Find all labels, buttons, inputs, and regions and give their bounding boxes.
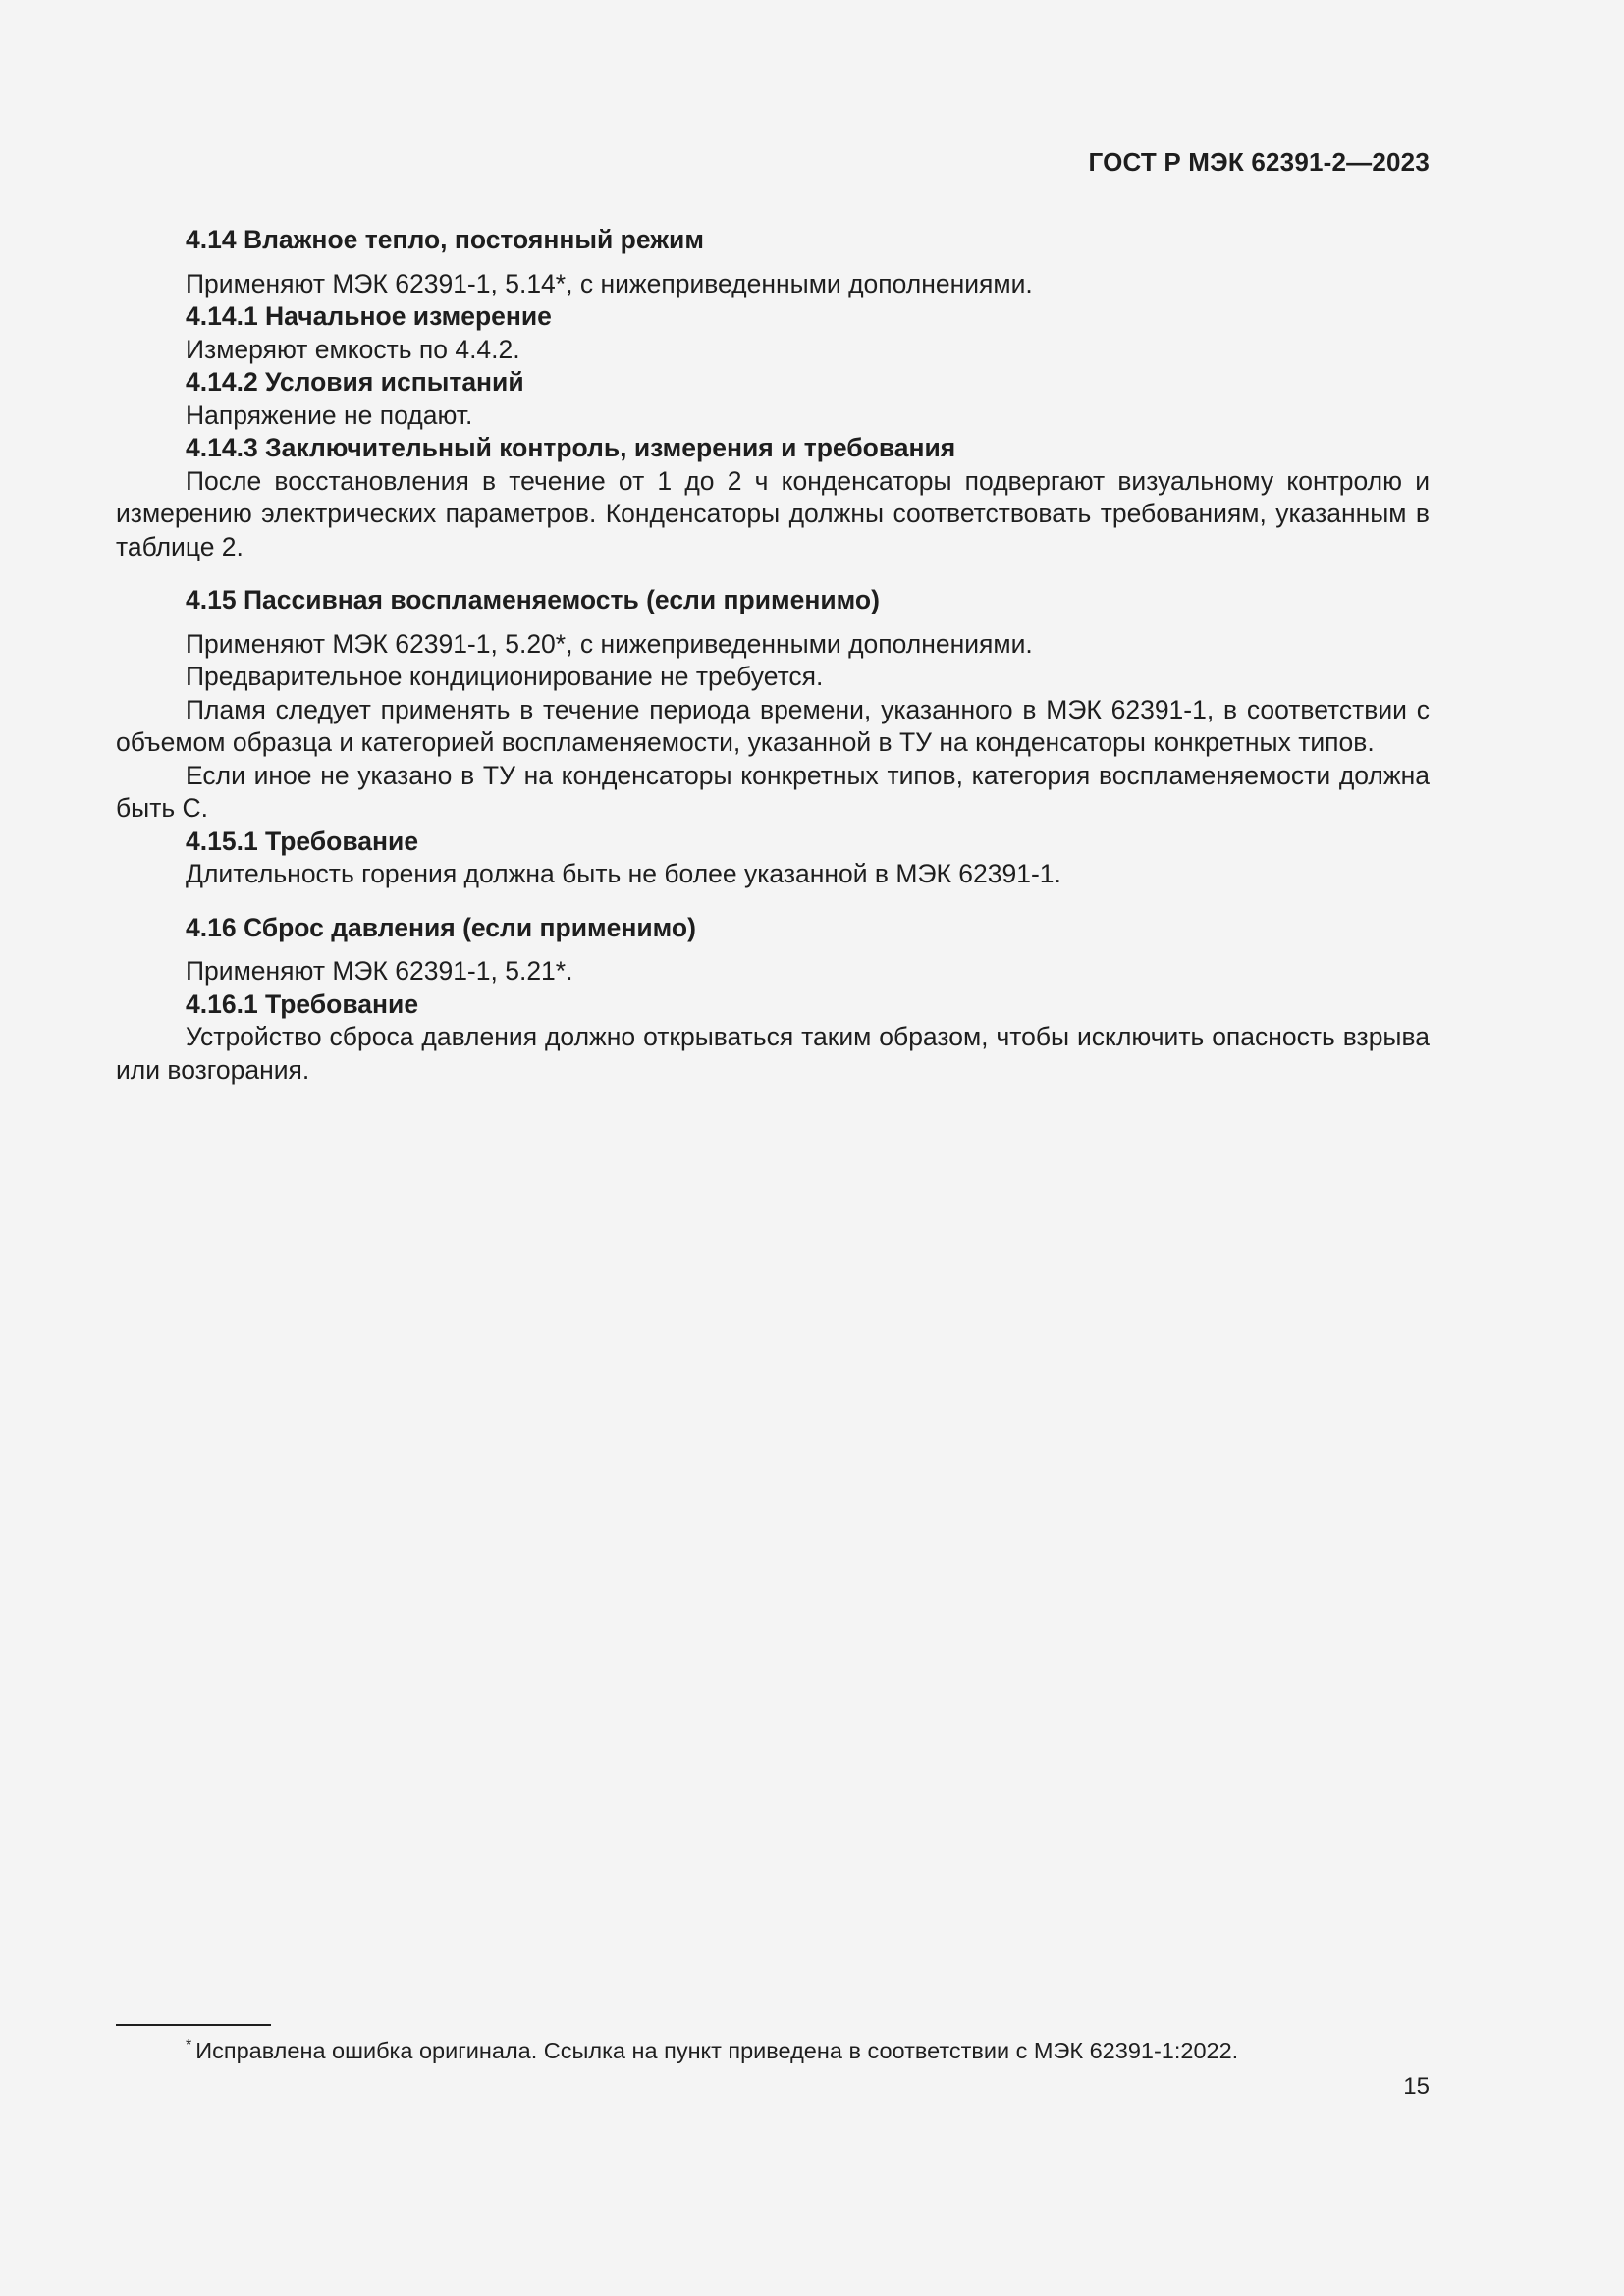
paragraph: Длительность горения должна быть не более указанной в МЭК 62391-1.	[186, 859, 1061, 888]
section-heading-4-16: 4.16 Сброс давления (если применимо)	[186, 912, 696, 942]
paragraph: Напряжение не подают.	[186, 400, 473, 430]
footnote	[186, 2031, 1238, 2065]
paragraph: После восстановления в течение от 1 до 2 ч конденсаторы подвергают визуальному контролю и измерению электрических параметров. Конденсаторы должны соответствовать требованиям, указанным в таблице 2.	[116, 465, 1430, 561]
section-heading-4-15: 4.15 Пассивная воспламеняемость (если применимо)	[186, 585, 880, 614]
footnote-text: Исправлена ошибка оригинала. Ссылка на пункт приведена в соответствии с МЭК 62391-1:2022.	[195, 2038, 1239, 2063]
section-spacer	[116, 891, 1430, 912]
subsection-heading-4-14-3: 4.14.3 Заключительный контроль, измерения и требования	[186, 433, 956, 462]
paragraph: Применяют МЭК 62391-1, 5.14*, с нижеприведенными дополнениями.	[186, 268, 1033, 298]
paragraph: Применяют МЭК 62391-1, 5.21*.	[186, 956, 573, 986]
subsection-heading-4-16-1: 4.16.1 Требование	[186, 988, 419, 1019]
paragraph: Предварительное кондиционирование не требуется.	[186, 662, 824, 691]
paragraph: Устройство сброса давления должно открываться таким образом, чтобы исключить опасность взрыва или возгорания.	[116, 1022, 1430, 1085]
subsection-heading-4-15-1: 4.15.1 Требование	[186, 826, 419, 856]
page-number: 15	[1403, 2073, 1430, 2100]
footnote-marker: *	[186, 2037, 192, 2054]
section-spacer	[116, 563, 1430, 584]
document-body	[116, 224, 1430, 1087]
paragraph: Если иное не указано в ТУ на конденсаторы конкретных типов, категория воспламеняемости должна быть С.	[116, 760, 1430, 823]
subsection-heading-4-14-2: 4.14.2 Условия испытаний	[186, 367, 524, 397]
paragraph: Пламя следует применять в течение периода времени, указанного в МЭК 62391-1, в соответствии с объемом образца и категорией воспламеняемости, указанной в ТУ на конденсаторы конкретных типов.	[116, 694, 1430, 757]
section-heading-4-14: 4.14 Влажное тепло, постоянный режим	[186, 225, 704, 254]
footnote-separator	[116, 2024, 271, 2026]
paragraph: Применяют МЭК 62391-1, 5.20*, с нижеприведенными дополнениями.	[186, 628, 1033, 659]
paragraph: Измеряют емкость по 4.4.2.	[186, 334, 520, 364]
subsection-heading-4-14-1: 4.14.1 Начальное измерение	[186, 301, 552, 331]
document-header: ГОСТ Р МЭК 62391-2—2023	[1088, 147, 1430, 177]
